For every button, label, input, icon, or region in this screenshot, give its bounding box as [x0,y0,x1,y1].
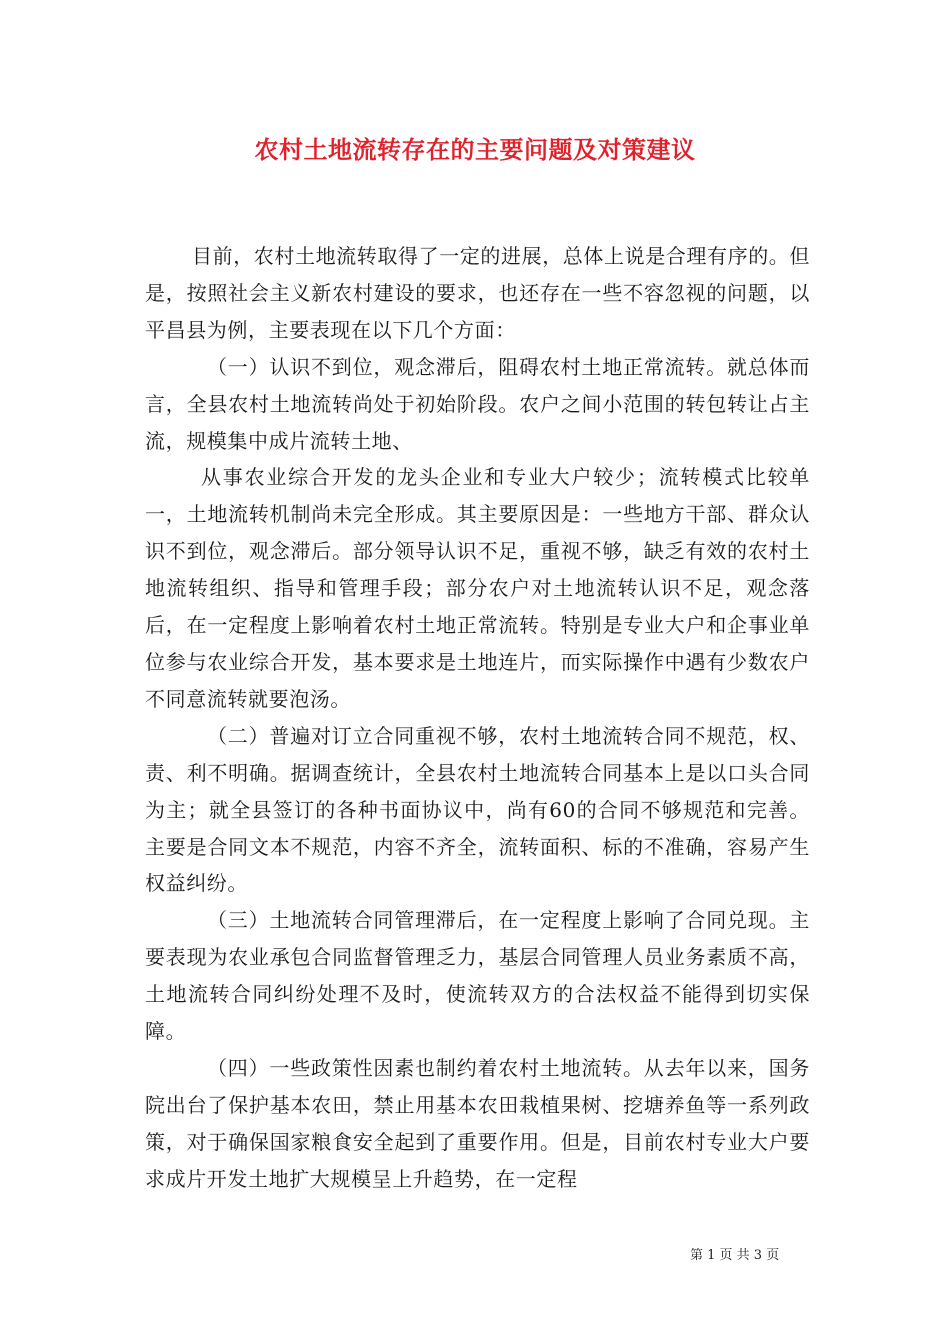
paragraph-section-1: （一）认识不到位，观念滞后，阻碍农村土地正常流转。就总体而言，全县农村土地流转尚处于初始阶段。农户之间小范围的转包转让占主流，规模集中成片流转土地、 [145,354,810,453]
paragraph-section-3: （三）土地流转合同管理滞后，在一定程度上影响了合同兑现。主要表现为农业承包合同监督管理乏力，基层合同管理人员业务素质不高，土地流转合同纠纷处理不及时，使流转双方的合法权益不能得到切实保障。 [145,908,810,1044]
document-title: 农村土地流转存在的主要问题及对策建议 [254,135,696,164]
paragraph-intro: 目前，农村土地流转取得了一定的进展，总体上说是合理有序的。但是，按照社会主义新农村建设的要求，也还存在一些不容忽视的问题，以平昌县为例，主要表现在以下几个方面： [145,244,810,342]
page-number-footer: 第 1 页 共 3 页 [690,1248,780,1263]
paragraph-section-4: （四）一些政策性因素也制约着农村土地流转。从去年以来，国务院出台了保护基本农田，禁止用基本农田栽植果树、挖塘养鱼等一系列政策，对于确保国家粮食安全起到了重要作用。但是，目前农村专业大户要求成片开发土地扩大规模呈上升趋势，在一定程 [145,1055,810,1191]
paragraph-section-2: （二）普遍对订立合同重视不够，农村土地流转合同不规范，权、责、利不明确。据调查统计，全县农村土地流转合同基本上是以口头合同为主；就全县签订的各种书面协议中，尚有60的合同不够规范和完善。主要是合同文本不规范，内容不齐全，流转面积、标的不准确，容易产生权益纠纷。 [145,723,810,896]
paragraph-section-1-cont: 从事农业综合开发的龙头企业和专业大户较少；流转模式比较单一，土地流转机制尚未完全形成。其主要原因是：一些地方干部、群众认识不到位，观念滞后。部分领导认识不足，重视不够，缺乏有效的农村土地流转组织、指导和管理手段；部分农户对土地流转认识不足，观念落后，在一定程度上影响着农村土地正常流转。特别是专业大户和企事业单位参与农业综合开发，基本要求是土地连片，而实际操作中遇有少数农户不同意流转就要泡汤。 [145,465,810,711]
document-body [145,238,810,1198]
